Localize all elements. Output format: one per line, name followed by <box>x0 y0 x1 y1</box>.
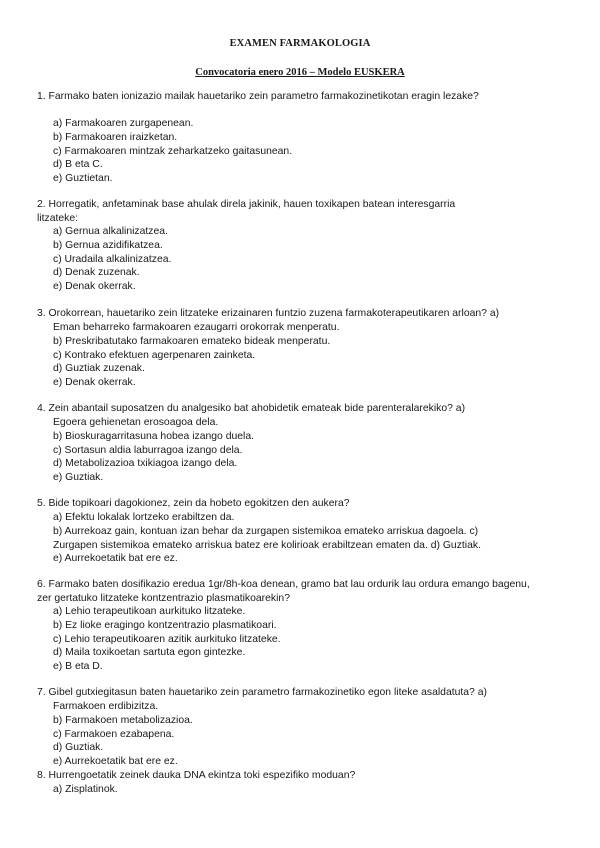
option-c-d: Zurgapen sistemikoa emateko arriskua batez ere kolirioak erabiltzean ematen da. d) Guztiak. <box>53 539 481 551</box>
question-4-options <box>53 416 593 485</box>
option-d: d) Metabolizazioa txikiagoa izango dela. <box>53 458 238 470</box>
option-b: b) Farmakoen metabolizazioa. <box>53 714 193 726</box>
question-3 <box>37 307 577 321</box>
option-e: e) B eta D. <box>53 661 103 673</box>
option-a: Eman beharreko farmakoaren ezaugarri orokorrak menperatu. <box>53 322 340 333</box>
question-1-options <box>53 117 593 186</box>
question-5 <box>37 497 577 511</box>
option-a: a) Farmakoaren zurgapenean. <box>53 118 194 129</box>
option-a: a) Lehio terapeutikoan aurkituko litzateke. <box>53 606 246 617</box>
option-e: e) Denak okerrak. <box>53 281 136 293</box>
question-text: 6. Farmako baten dosifikazio eredua 1gr/8h-koa denean, gramo bat lau ordurik lau ordura emango bagenu, <box>37 579 530 590</box>
question-3-options <box>53 321 593 390</box>
option-e: e) Aurrekoetatik bat ere ez. <box>53 756 178 768</box>
option-c: c) Farmakoaren mintzak zeharkatzeko gaitasunean. <box>53 145 293 157</box>
question-2 <box>37 198 577 226</box>
question-text: 4. Zein abantail suposatzen du analgesiko bat ahobidetik emateak bide parenteralarekiko? a) <box>37 403 466 414</box>
question-text: 3. Orokorrean, hauetariko zein litzateke erizainaren funtzio zuzena farmakoterapeutikaren arloan? a) <box>37 308 500 319</box>
question-4 <box>37 402 577 416</box>
option-b: b) Gernua azidifikatzea. <box>53 239 163 251</box>
exam-title: EXAMEN FARMAKOLOGIA <box>229 38 371 49</box>
option-b: b) Aurrekoaz gain, kontuan izan behar da zurgapen sistemikoa emateko arriskua dagoela. c) <box>53 525 479 537</box>
option-b: b) Farmakoaren iraizketan. <box>53 131 178 143</box>
option-d: d) Guztiak. <box>53 742 104 754</box>
option-c: c) Uradaila alkalinizatzea. <box>53 253 172 265</box>
option-c: c) Farmakoen ezabapena. <box>53 728 175 740</box>
option-e: e) Guztietan. <box>53 173 113 185</box>
option-e: e) Guztiak. <box>53 472 104 484</box>
option-d: d) Denak zuzenak. <box>53 267 140 279</box>
option-a: Farmakoen erdibizitza. <box>53 701 159 712</box>
question-text: 7. Gibel gutxiegitasun baten hauetariko zein parametro farmakozinetiko egon liteke asaldatuta? a) <box>37 687 487 698</box>
question-6-options <box>53 605 593 674</box>
question-2-options <box>53 225 593 294</box>
option-a: a) Efektu lokalak lortzeko erabiltzen da. <box>53 512 235 523</box>
option-e: e) Aurrekoetatik bat ere ez. <box>53 553 178 565</box>
question-text: 8. Hurrengoetatik zeinek dauka DNA ekintza toki espezifiko moduan? <box>37 770 356 781</box>
question-7-options <box>53 700 593 769</box>
exam-subtitle: Convocatoria enero 2016 – Modelo EUSKERA <box>195 67 405 78</box>
option-b: b) Preskribatutako farmakoaren emateko bideak menperatu. <box>53 335 331 347</box>
option-e: e) Denak okerrak. <box>53 377 136 389</box>
question-8 <box>37 769 577 783</box>
question-6 <box>37 578 577 606</box>
option-c: c) Sortasun aldia laburragoa izango dela. <box>53 444 243 456</box>
question-8-options <box>53 783 593 797</box>
option-d: d) B eta C. <box>53 159 103 171</box>
question-text: 2. Horregatik, anfetaminak base ahulak direla jakinik, hauen toxikapen batean interesgarria <box>37 199 456 210</box>
question-5-options <box>53 511 593 566</box>
option-c: c) Kontrako efektuen agerpenaren zainketa. <box>53 349 256 361</box>
option-d: d) Maila toxikoetan sartuta egon gintezke. <box>53 647 246 659</box>
question-text: 5. Bide topikoari dagokionez, zein da hobeto egokitzen den aukera? <box>37 498 350 509</box>
question-text-cont: zer gertatuko litzateke kontzentrazio plasmatikoarekin? <box>37 592 290 604</box>
question-text-cont: litzateke: <box>37 212 79 224</box>
question-7 <box>37 686 577 700</box>
option-b: b) Ez lioke eragingo kontzentrazio plasmatikoari. <box>53 619 277 631</box>
option-a: a) Zisplatinok. <box>53 784 118 795</box>
option-c: c) Lehio terapeutikoaren azitik aurkituko litzateke. <box>53 633 281 645</box>
option-d: d) Guztiak zuzenak. <box>53 363 145 375</box>
option-a: Egoera gehienetan erosoagoa dela. <box>53 417 219 428</box>
question-text: 1. Farmako baten ionizazio mailak hauetariko zein parametro farmakozinetikotan eragin lezake? <box>37 91 479 102</box>
option-b: b) Bioskuragarritasuna hobea izango duela. <box>53 430 255 442</box>
option-a: a) Gernua alkalinizatzea. <box>53 226 168 237</box>
question-1 <box>37 90 577 104</box>
